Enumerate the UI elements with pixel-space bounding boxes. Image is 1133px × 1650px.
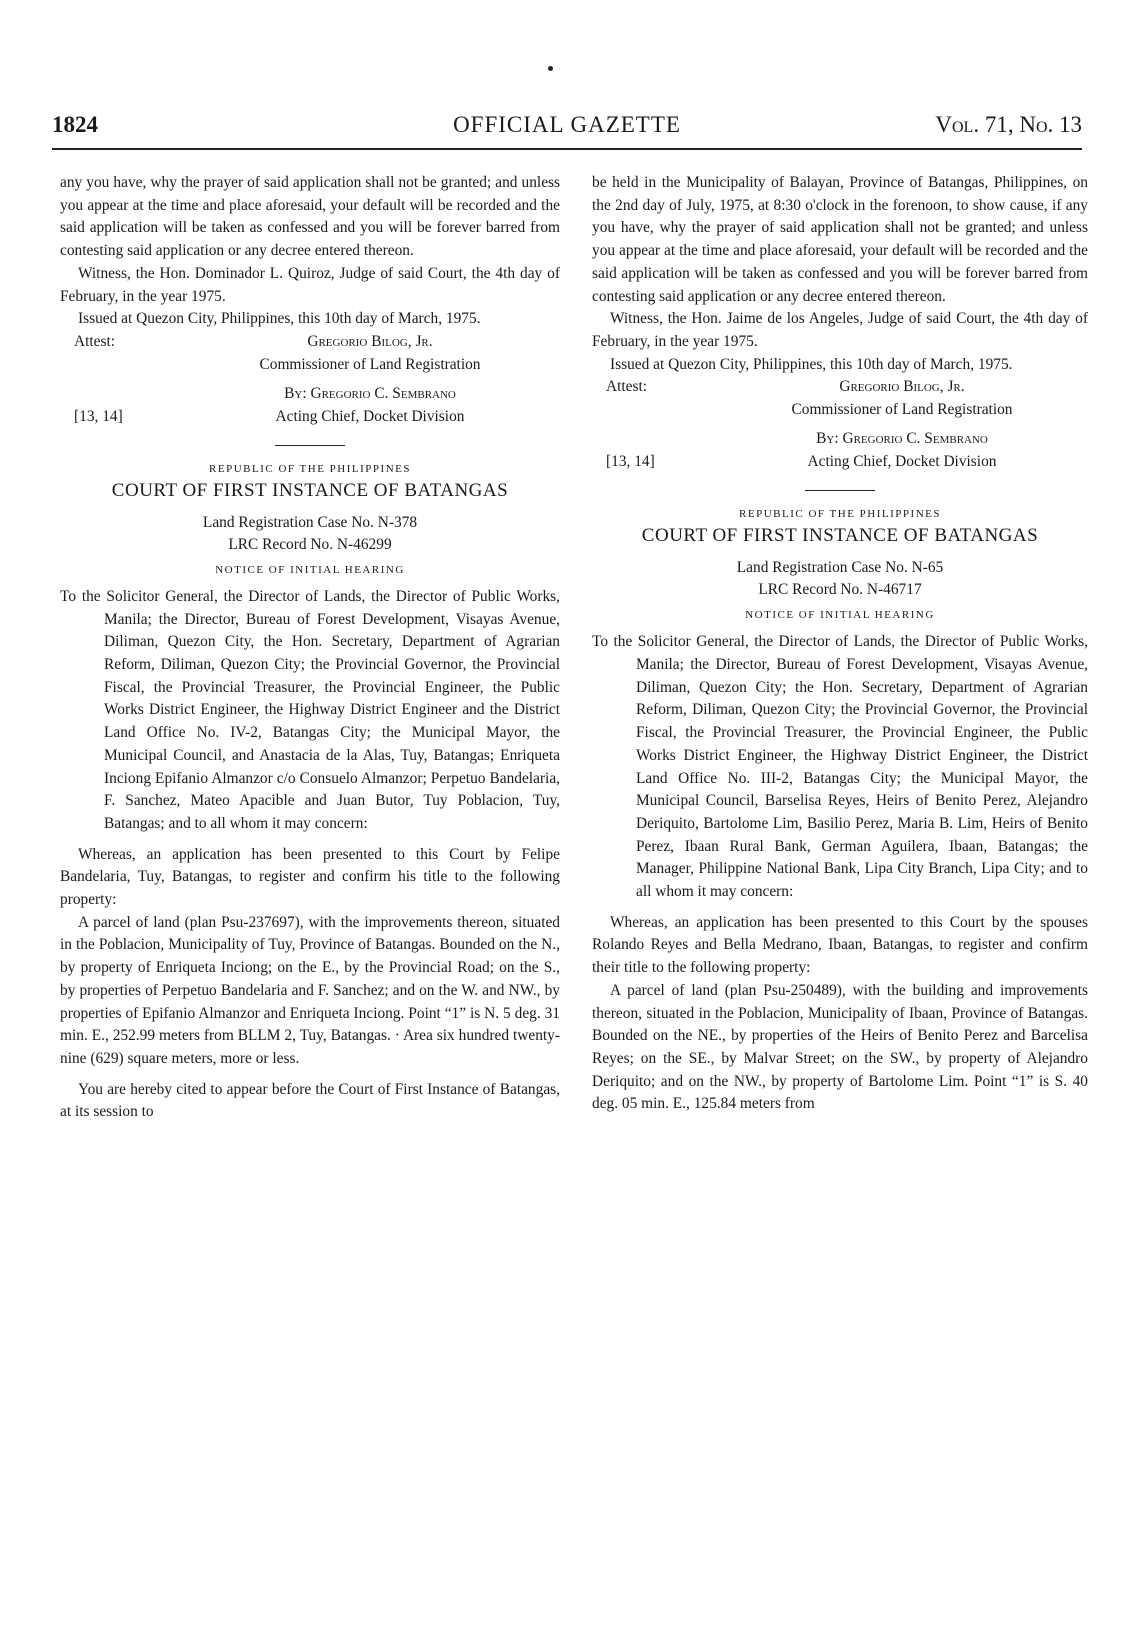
parcel-paragraph: A parcel of land (plan Psu-250489), with the building and improvements thereon, situated in the Poblacion, Municipality of Ibaan, Province of Batangas. Bounded on the NE., by properties of the Heirs of Benito Perez and Barcelisa Reyes; on the SE., by Malvar Street; on the SW., by property of Alejandro Deriquito; and on the NW., by property of Bartolome Lim. Point “1” is S. 40 deg. 05 min. E., 125.84 meters from [592, 981, 1088, 1113]
continued-paragraph: be held in the Municipality of Balayan, Province of Batangas, Philippines, on the 2nd day of July, 1975, at 8:30 o'clock in the forenoon, to show cause, if any you have, why the prayer of said application shall not be granted; and unless you appear at the time and place aforesaid, your default will be recorded and the said application will be taken as confessed and you will be forever barred from contesting said application or any decree entered thereon. [592, 174, 1088, 305]
attest-label: Attest: [74, 332, 116, 350]
witness-paragraph: Witness, the Hon. Dominador L. Quiroz, Judge of said Court, the 4th day of February, in the year 1975. [60, 264, 560, 305]
whereas-paragraph: Whereas, an application has been presented to this Court by Felipe Bandelaria, Tuy, Batangas, to register and confirm his title to the following property: [60, 845, 560, 909]
commissioner-name: Gregorio Bilog, Jr. [307, 332, 433, 350]
commissioner-title: Commissioner of Land Registration [259, 355, 481, 373]
chief-title: Acting Chief, Docket Division [275, 407, 465, 425]
header-rule [52, 148, 1082, 150]
commissioner-name: Gregorio Bilog, Jr. [839, 378, 965, 396]
left-column [60, 172, 560, 1124]
whereas-paragraph: Whereas, an application has been presented to this Court by the spouses Rolando Reyes and Bella Medrano, Ibaan, Batangas, to register and confirm their title to the following property: [592, 913, 1088, 977]
republic-heading: REPUBLIC OF THE PHILIPPINES [209, 462, 411, 475]
notice-heading: NOTICE OF INITIAL HEARING [745, 609, 935, 622]
attestation-block [592, 376, 1088, 476]
continued-paragraph: any you have, why the prayer of said application shall not be granted; and unless you appear at the time and place aforesaid, your default will be recorded and the said application will be taken as confessed and you will be forever barred from contesting said application or any decree entered thereon. [60, 174, 560, 260]
attest-by: By: [284, 384, 307, 402]
lrc-record: LRC Record No. N-46299 [228, 535, 392, 553]
chief-name: Gregorio C. Sembrano [842, 430, 988, 448]
commissioner-title: Commissioner of Land Registration [791, 401, 1013, 419]
chief-name: Gregorio C. Sembrano [310, 384, 456, 402]
case-number: Land Registration Case No. N-378 [202, 513, 418, 531]
witness-paragraph: Witness, the Hon. Jaime de los Angeles, Judge of said Court, the 4th day of February, in the year 1975. [592, 310, 1088, 350]
addressee-paragraph: To the Solicitor General, the Director of Lands, the Director of Public Works, Manila; the Director, Bureau of Forest Development, Visayas Avenue, Diliman, Quezon City; the Hon. Secretary, Department of Agrarian Reform, Diliman, Quezon City; the Provincial Governor, the Provincial Fiscal, the Provincial Treasurer, the Provincial Engineer, the Public Works District Engineer, the Highway District Engineer, the District Land Office No. III-2, Batangas City; the Municipal Mayor, the Municipal Council, Barselisa Reyes, Heirs of Benito Perez, Alejandro Deriquito, Bartolome Lim, Basilio Perez, Maria B. Lim, Heirs of Benito Perez, Ibaan Rural Bank, German Aguilera, Ibaan, Batangas; the Manager, Philippine National Bank, Lipa City Branch, Lipa City; and to all whom it may concern: [592, 633, 1088, 901]
page-number: 1824 [52, 112, 98, 137]
attest-label: Attest: [606, 378, 648, 396]
right-column [592, 172, 1088, 1116]
section-divider [275, 445, 345, 446]
ink-speck [548, 66, 553, 71]
case-number: Land Registration Case No. N-65 [736, 559, 944, 577]
attest-by: By: [816, 430, 839, 448]
republic-heading: REPUBLIC OF THE PHILIPPINES [739, 508, 941, 521]
page-header [52, 112, 1082, 152]
parcel-paragraph: A parcel of land (plan Psu-237697), with the improvements thereon, situated in the Poblacion, Municipality of Tuy, Province of Batangas. Bounded on the N., by property of Enriqueta Inciong; on the E., by the Provincial Road; on the S., by properties of Perpetuo Bandelaria and F. Sanchez; and on the W. and NW., by properties of Epifanio Almanzor and Enriqueta Inciong. Point “1” is N. 5 deg. 31 min. E., 252.99 meters from BLLM 2, Tuy, Batangas. · Area six hundred twenty-nine (629) square meters, more or less. [60, 913, 560, 1067]
issued-paragraph: Issued at Quezon City, Philippines, this 10th day of March, 1975. [78, 310, 481, 328]
notice-heading: NOTICE OF INITIAL HEARING [215, 563, 405, 576]
cited-paragraph: You are hereby cited to appear before the Court of First Instance of Batangas, at its session to [60, 1080, 560, 1121]
chief-name-line [722, 428, 1082, 451]
lrc-record: LRC Record No. N-46717 [758, 581, 922, 599]
court-heading: COURT OF FIRST INSTANCE OF BATANGAS [641, 525, 1039, 547]
reference-number: [13, 14] [606, 453, 655, 471]
court-heading: COURT OF FIRST INSTANCE OF BATANGAS [111, 479, 509, 501]
chief-name-line [190, 383, 550, 406]
section-divider [805, 490, 875, 491]
issued-paragraph: Issued at Quezon City, Philippines, this 10th day of March, 1975. [610, 355, 1013, 373]
chief-title: Acting Chief, Docket Division [807, 453, 997, 471]
reference-number: [13, 14] [74, 407, 123, 425]
publication-title: OFFICIAL GAZETTE [453, 112, 681, 137]
addressee-paragraph: To the Solicitor General, the Director of Lands, the Director of Public Works, Manila; the Director, Bureau of Forest Development, Visayas Avenue, Diliman, Quezon City, the Hon. Secretary, Department of Agrarian Reform, Diliman, Quezon City; the Provincial Governor, the Provincial Fiscal, the Provincial Treasurer, the Provincial Engineer, the Public Works District Engineer, the Highway District Engineer and the District Land Office No. IV-2, Batangas City; the Municipal Mayor, the Municipal Council, and Anastacia de la Alas, Tuy, Batangas; Enriqueta Inciong Epifanio Almanzor c/o Consuelo Almanzor; Perpetuo Bandelaria, F. Sanchez, Mateo Apacible and Juan Butor, Tuy Poblacion, Tuy, Batangas; and to all whom it may concern: [60, 587, 560, 832]
volume-number: Vol. 71, No. 13 [935, 112, 1082, 137]
attestation-block [60, 331, 560, 431]
